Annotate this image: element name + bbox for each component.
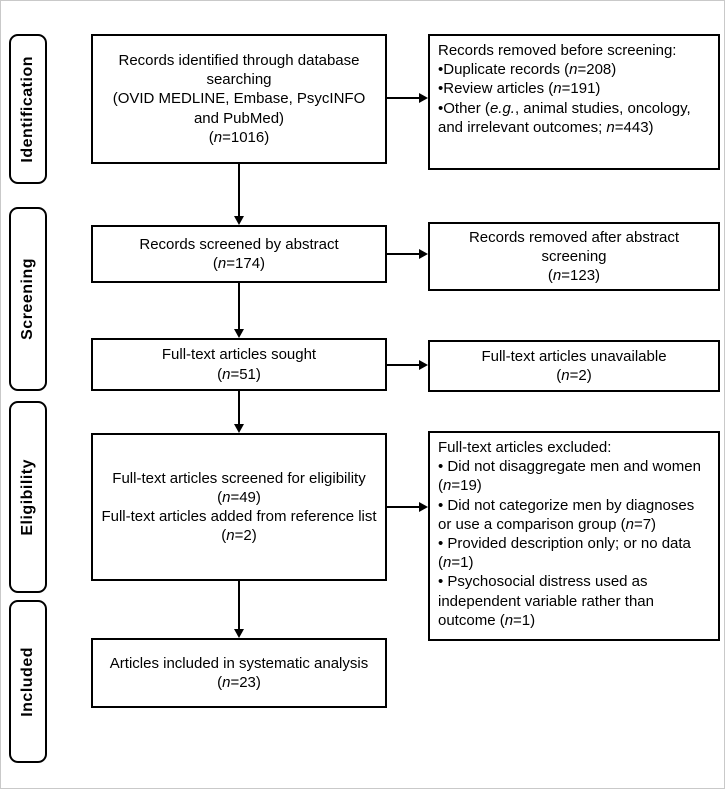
text-line: Full-text articles unavailable bbox=[481, 347, 667, 365]
text-line: (n=49) bbox=[217, 488, 261, 506]
text-line: (n=23) bbox=[217, 674, 261, 691]
text-line: • Provided description only; or no data (n=1) bbox=[438, 534, 691, 572]
stage-included-label: Included bbox=[19, 646, 36, 717]
stage-included bbox=[9, 600, 47, 763]
arrow-down-eligibility-to-included bbox=[238, 581, 240, 629]
stage-identification bbox=[9, 34, 47, 184]
box-records-identified-text bbox=[101, 51, 377, 147]
text-line: Full-text articles sought bbox=[161, 346, 317, 364]
text-line: Records identified through database searching bbox=[118, 52, 360, 89]
text-line: Full-text articles excluded: bbox=[438, 439, 612, 456]
box-articles-included-text bbox=[101, 654, 377, 692]
arrow-down-identified-to-screened bbox=[238, 164, 240, 216]
box-records-screened-text bbox=[101, 235, 377, 273]
stage-screening bbox=[9, 207, 47, 391]
box-fulltext-excluded-text bbox=[438, 438, 710, 630]
text-line: •Other (e.g., animal studies, oncology, and irrelevant outcomes; n=443) bbox=[438, 99, 691, 136]
text-line: • Psychosocial distress used as independent variable rather than outcome (n=1) bbox=[438, 573, 654, 629]
box-records-identified bbox=[91, 34, 387, 164]
text-line: (n=1016) bbox=[208, 128, 270, 146]
arrow-down-sought-to-eligibility bbox=[238, 391, 240, 424]
text-line: •Review articles (n=191) bbox=[438, 80, 601, 98]
text-line: • Did not categorize men by diagnoses or use a comparison group (n=7) bbox=[438, 496, 695, 533]
text-line: Records removed before screening: bbox=[438, 42, 677, 59]
text-line: (n=51) bbox=[217, 365, 261, 383]
box-fulltext-sought bbox=[91, 338, 387, 391]
box-removed-after-abstract-text bbox=[438, 228, 710, 286]
stage-identification-label: Identification bbox=[19, 55, 36, 163]
text-line: (n=174) bbox=[212, 255, 266, 272]
box-removed-before-screening-text bbox=[438, 41, 710, 137]
box-fulltext-screened-text bbox=[101, 469, 377, 546]
box-fulltext-unavailable bbox=[428, 340, 720, 392]
text-line: (n=2) bbox=[556, 367, 592, 384]
arrow-right-eligibility-to-excluded bbox=[387, 506, 419, 508]
box-records-screened bbox=[91, 225, 387, 283]
arrow-right-screened-to-removed bbox=[387, 253, 419, 255]
text-line: Full-text articles added from reference list bbox=[101, 508, 377, 525]
text-line: Articles included in systematic analysis bbox=[109, 654, 369, 672]
text-line: Records screened by abstract bbox=[139, 235, 339, 253]
box-fulltext-sought-text bbox=[101, 345, 377, 383]
stage-eligibility bbox=[9, 401, 47, 593]
box-fulltext-unavailable-text bbox=[438, 347, 710, 385]
box-fulltext-excluded bbox=[428, 431, 720, 641]
arrow-right-identified-to-removed bbox=[387, 97, 419, 99]
text-line: Records removed after abstract screening bbox=[468, 228, 680, 265]
arrow-right-sought-to-unavailable bbox=[387, 364, 419, 366]
arrow-down-screened-to-sought bbox=[238, 283, 240, 329]
text-line: (n=2) bbox=[221, 527, 257, 545]
box-articles-included bbox=[91, 638, 387, 708]
text-line: (n=123) bbox=[547, 267, 601, 285]
text-line: •Duplicate records (n=208) bbox=[438, 61, 617, 79]
box-fulltext-screened bbox=[91, 433, 387, 581]
box-removed-after-abstract bbox=[428, 222, 720, 291]
box-removed-before-screening bbox=[428, 34, 720, 170]
stage-eligibility-label: Eligibility bbox=[19, 458, 36, 536]
stage-screening-label: Screening bbox=[19, 258, 36, 340]
text-line: (OVID MEDLINE, Embase, PsycINFO and PubMed) bbox=[112, 90, 366, 127]
text-line: Full-text articles screened for eligibility bbox=[112, 469, 366, 487]
text-line: • Did not disaggregate men and women (n=19) bbox=[438, 458, 701, 495]
